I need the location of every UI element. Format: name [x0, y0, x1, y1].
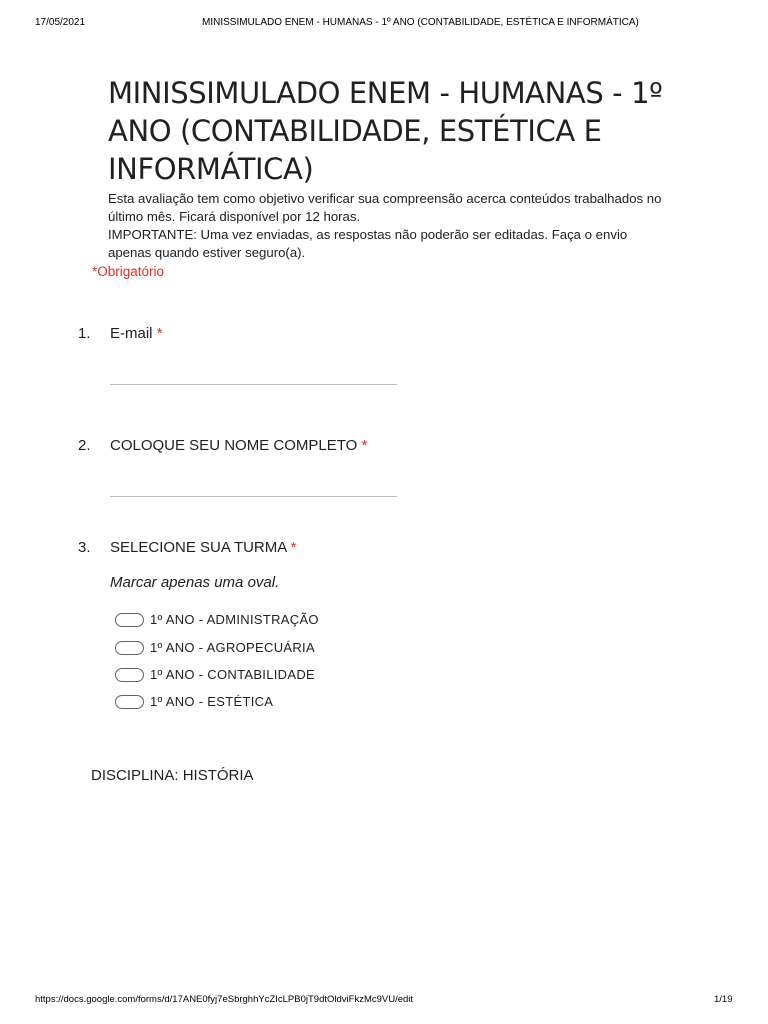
class-option-estetica[interactable]	[115, 694, 273, 709]
question-2-label	[110, 437, 367, 454]
radio-oval[interactable]	[115, 613, 144, 627]
form-description-line-1: Esta avaliação tem como objetivo verificar sua compreensão acerca conteúdos trabalhados no último mês. Ficará disponível por 12 horas.	[108, 191, 662, 224]
print-header-title: MINISSIMULADO ENEM - HUMANAS - 1º ANO (CONTABILIDADE, ESTÉTICA E INFORMÁTICA)	[202, 17, 639, 28]
question-3-number: 3.	[78, 539, 91, 556]
question-1-number: 1.	[78, 325, 91, 342]
form-description	[108, 190, 668, 262]
option-label: 1º ANO - CONTABILIDADE	[150, 667, 315, 682]
option-label: 1º ANO - ADMINISTRAÇÃO	[150, 612, 319, 627]
form-description-line-2: IMPORTANTE: Uma vez enviadas, as respostas não poderão ser editadas. Faça o envio apenas quando estiver seguro(a).	[108, 227, 628, 260]
section-title: DISCIPLINA: HISTÓRIA	[91, 767, 254, 784]
print-footer-page: 1/19	[714, 994, 733, 1005]
question-3-text: SELECIONE SUA TURMA	[110, 539, 287, 556]
required-asterisk: *	[361, 437, 368, 454]
required-asterisk: *	[156, 325, 163, 342]
full-name-field[interactable]	[110, 496, 397, 497]
option-label: 1º ANO - AGROPECUÁRIA	[150, 640, 315, 655]
required-asterisk: *	[290, 539, 297, 556]
class-option-agropecuaria[interactable]	[115, 640, 315, 655]
question-1-text: E-mail	[110, 325, 153, 342]
print-header-date: 17/05/2021	[35, 17, 86, 28]
question-2-number: 2.	[78, 437, 91, 454]
question-3-label	[110, 539, 296, 556]
class-option-administracao[interactable]	[115, 612, 319, 627]
email-field[interactable]	[110, 384, 397, 385]
class-option-contabilidade[interactable]	[115, 667, 315, 682]
question-1-label	[110, 325, 163, 342]
question-3-hint: Marcar apenas uma oval.	[110, 574, 280, 591]
required-note: *Obrigatório	[92, 264, 165, 279]
radio-oval[interactable]	[115, 668, 144, 682]
radio-oval[interactable]	[115, 695, 144, 709]
question-2-text: COLOQUE SEU NOME COMPLETO	[110, 437, 358, 454]
option-label: 1º ANO - ESTÉTICA	[150, 694, 274, 709]
radio-oval[interactable]	[115, 641, 144, 655]
form-title: MINISSIMULADO ENEM - HUMANAS - 1º ANO (CONTABILIDADE, ESTÉTICA E INFORMÁTICA)	[108, 76, 663, 186]
print-footer-url: https://docs.google.com/forms/d/17ANE0fyj7eSbrghhYcZIcLPB0jT9dtOldviFkzMc9VU/edit	[35, 994, 414, 1005]
